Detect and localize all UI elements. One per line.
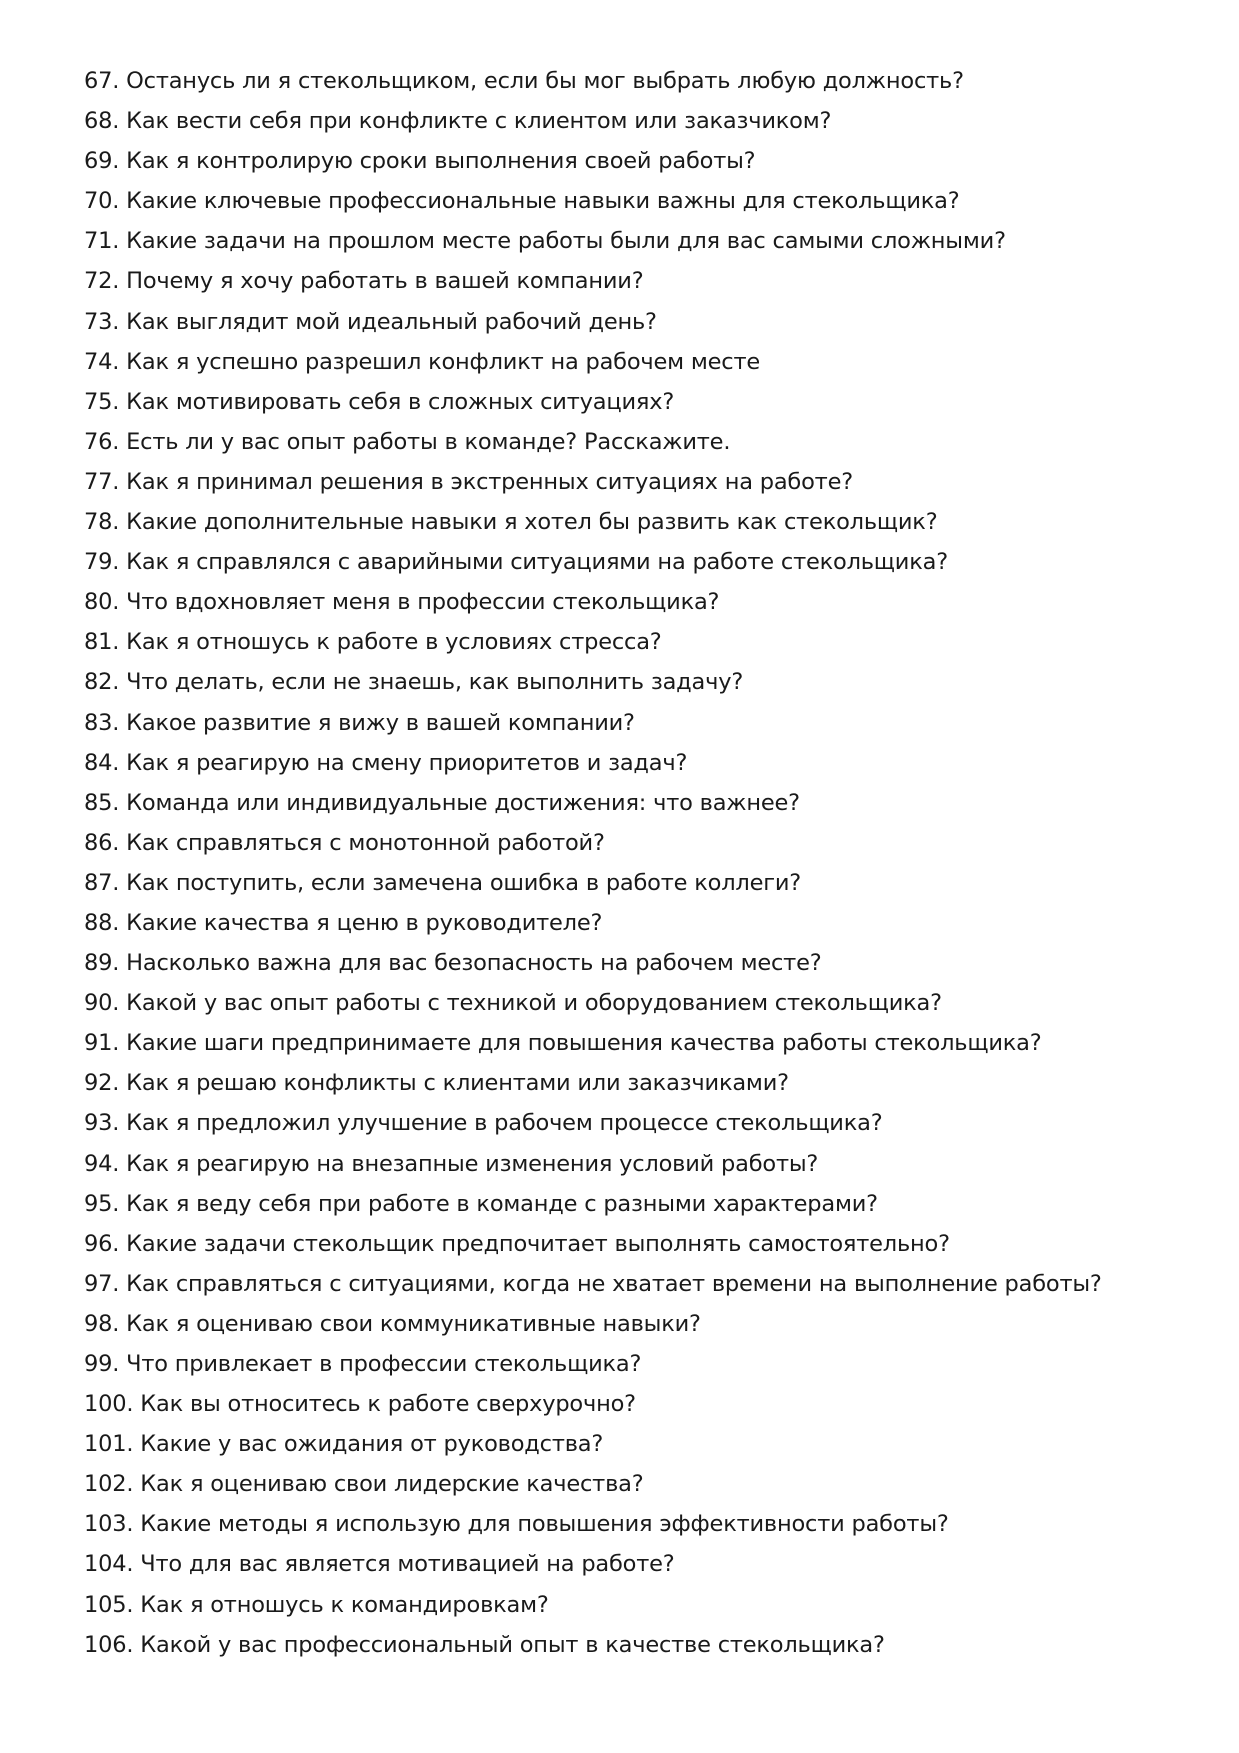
question-item: 99. Что привлекает в профессии стекольщика? [84, 1351, 642, 1377]
question-item: 71. Какие задачи на прошлом месте работы были для вас самыми сложными? [84, 228, 1006, 255]
question-item: 106. Какой у вас профессиональный опыт в качестве стекольщика? [84, 1631, 885, 1658]
question-item: 77. Как я принимал решения в экстренных ситуациях на работе? [84, 468, 853, 495]
question-item: 76. Есть ли у вас опыт работы в команде? Расскажите. [84, 428, 731, 455]
question-item: 80. Что вдохновляет меня в профессии стекольщика? [84, 589, 720, 616]
question-item: 104. Что для вас является мотивацией на работе? [84, 1551, 675, 1578]
question-item: 70. Какие ключевые профессиональные навыки важны для стекольщика? [84, 188, 960, 215]
question-item: 95. Как я веду себя при работе в команде с разными характерами? [84, 1190, 878, 1217]
question-item: 88. Какие качества я ценю в руководителе? [84, 909, 603, 936]
question-item: 82. Что делать, если не знаешь, как выполнить задачу? [84, 669, 744, 696]
question-item: 89. Насколько важна для вас безопасность на рабочем месте? [84, 950, 822, 977]
question-item: 93. Как я предложил улучшение в рабочем процессе стекольщика? [84, 1110, 883, 1137]
question-item: 69. Как я контролирую сроки выполнения своей работы? [84, 148, 756, 175]
question-item: 90. Какой у вас опыт работы с техникой и оборудованием стекольщика? [84, 990, 942, 1017]
question-item: 102. Как я оцениваю свои лидерские качества? [84, 1471, 644, 1498]
question-item: 96. Какие задачи стекольщик предпочитает выполнять самостоятельно? [84, 1230, 950, 1257]
question-item: 103. Какие методы я использую для повышения эффективности работы? [84, 1511, 949, 1538]
question-item: 74. Как я успешно разрешил конфликт на рабочем месте [84, 348, 761, 375]
question-item: 98. Как я оцениваю свои коммуникативные навыки? [84, 1310, 701, 1337]
question-item: 94. Как я реагирую на внезапные изменения условий работы? [84, 1150, 819, 1177]
question-item: 100. Как вы относитесь к работе сверхурочно? [84, 1391, 636, 1418]
question-item: 101. Какие у вас ожидания от руководства? [84, 1431, 604, 1458]
question-item: 92. Как я решаю конфликты с клиентами или заказчиками? [84, 1070, 789, 1097]
question-item: 91. Какие шаги предпринимаете для повышения качества работы стекольщика? [84, 1030, 1042, 1057]
question-item: 79. Как я справлялся с аварийными ситуациями на работе стекольщика? [84, 549, 948, 576]
question-item: 68. Как вести себя при конфликте с клиентом или заказчиком? [84, 108, 832, 135]
question-item: 78. Какие дополнительные навыки я хотел бы развить как стекольщик? [84, 509, 938, 536]
question-item: 97. Как справляться с ситуациями, когда не хватает времени на выполнение работы? [84, 1270, 1102, 1297]
question-item: 72. Почему я хочу работать в вашей компании? [84, 268, 644, 295]
question-item: 75. Как мотивировать себя в сложных ситуациях? [84, 388, 675, 415]
question-item: 73. Как выглядит мой идеальный рабочий день? [84, 308, 657, 335]
question-list [84, 61, 1194, 1665]
question-item: 105. Как я отношусь к командировкам? [84, 1591, 549, 1618]
question-item: 81. Как я отношусь к работе в условиях стресса? [84, 629, 662, 656]
question-item: 83. Какое развитие я вижу в вашей компании? [84, 709, 635, 736]
question-item: 86. Как справляться с монотонной работой? [84, 829, 605, 856]
question-item: 87. Как поступить, если замечена ошибка в работе коллеги? [84, 869, 801, 896]
question-item: 84. Как я реагирую на смену приоритетов и задач? [84, 749, 688, 776]
question-item: 85. Команда или индивидуальные достижения: что важнее? [84, 789, 800, 816]
question-item: 67. Останусь ли я стекольщиком, если бы мог выбрать любую должность? [84, 68, 964, 94]
